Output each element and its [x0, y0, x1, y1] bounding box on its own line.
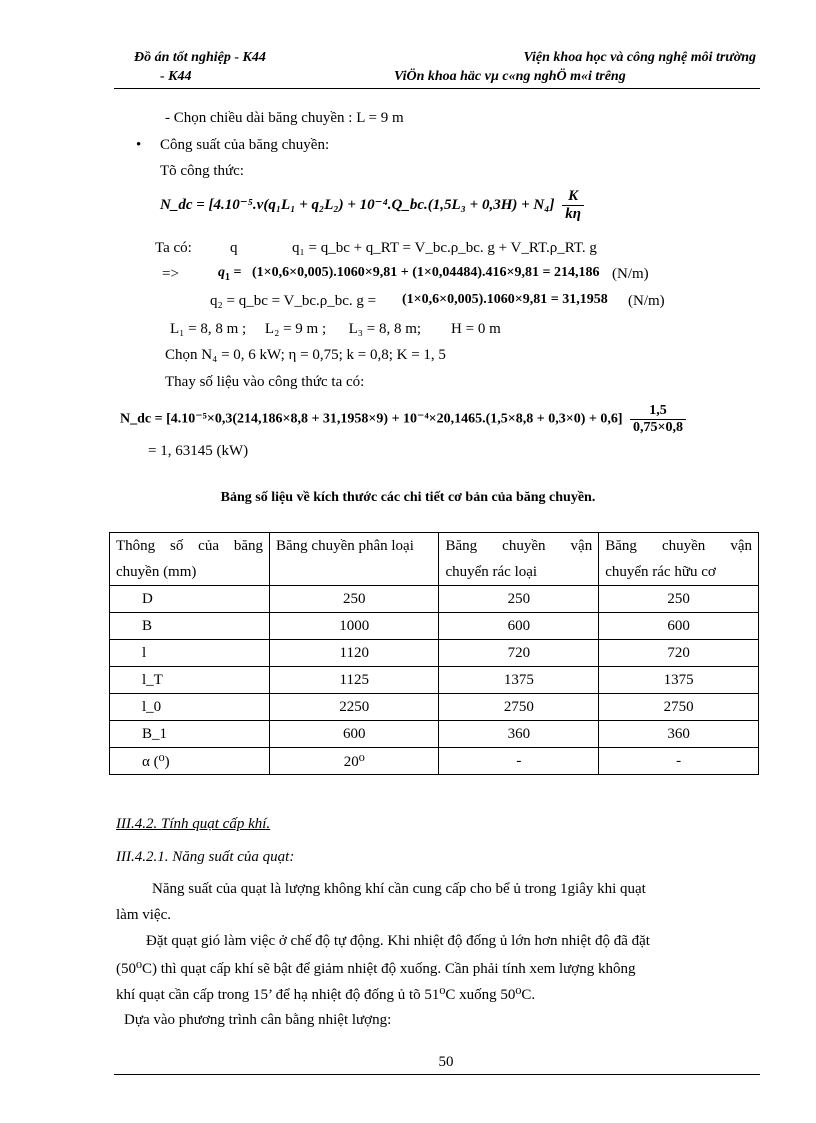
- para2-line1: Đặt quạt gió làm việc ở chế độ tự động. Khi nhiệt độ đống ủ lớn hơn nhiệt độ đã đặt: [146, 933, 650, 949]
- table-header-cell: Băng chuyền phân loại: [270, 533, 439, 586]
- table-cell: 20⁰: [270, 748, 439, 775]
- table-cell: 2750: [439, 694, 599, 721]
- section-heading: III.4.2. Tính quạt cấp khí.: [116, 816, 271, 832]
- taco-q: q: [230, 240, 238, 256]
- table-cell: 1375: [599, 667, 759, 694]
- formula-power: [160, 188, 584, 223]
- spec-table: [109, 532, 759, 775]
- length-line: - Chọn chiều dài băng chuyền : L = 9 m: [165, 110, 404, 126]
- table-cell: 1000: [270, 613, 439, 640]
- table-cell: l_T: [110, 667, 270, 694]
- formula-substituted-fraction: [630, 403, 686, 436]
- table-cell: 2750: [599, 694, 759, 721]
- table-cell: 720: [599, 640, 759, 667]
- formula-substituted: [120, 403, 686, 436]
- result-line: = 1, 63145 (kW): [148, 443, 249, 459]
- table-cell: 1120: [270, 640, 439, 667]
- bullet-dot: •: [136, 137, 142, 153]
- table-cell: 600: [439, 613, 599, 640]
- table-cell: 2250: [270, 694, 439, 721]
- header-left-subtitle: - K44: [160, 69, 192, 84]
- para3: Dựa vào phương trình cân bằng nhiệt lượng:: [124, 1012, 392, 1028]
- q1-calculation: (1×0,6×0,005).1060×9,81 + (1×0,04484).416×9,81 = 214,186: [252, 265, 600, 280]
- para1-line2: làm việc.: [116, 907, 171, 923]
- table-cell: 250: [599, 586, 759, 613]
- table-cell: l: [110, 640, 270, 667]
- arrow-symbol: =>: [162, 266, 179, 282]
- section-subheading: III.4.2.1. Năng suất của quạt:: [116, 849, 295, 865]
- header-left-title: Đồ án tốt nghiệp - K44: [134, 50, 266, 65]
- header-right-title: Viện khoa học và công nghệ môi trường: [523, 50, 756, 65]
- l-values: L₁ = 8, 8 m ; L₂ = 9 m ; L₃ = 8, 8 m; H = 0 m: [170, 321, 501, 337]
- table-header-cell: Thông số của băng chuyền (mm): [110, 533, 270, 586]
- table-cell: -: [439, 748, 599, 775]
- table-row: [110, 586, 759, 613]
- table-cell: 250: [270, 586, 439, 613]
- table-cell: 600: [270, 721, 439, 748]
- power-title: Công suất của băng chuyền:: [160, 137, 330, 153]
- table-cell: -: [599, 748, 759, 775]
- table-row: [110, 748, 759, 775]
- table-row: [110, 613, 759, 640]
- table-cell: l_0: [110, 694, 270, 721]
- footer-rule: [114, 1074, 760, 1075]
- table-header-row: [110, 533, 759, 586]
- page-number: 50: [438, 1054, 454, 1070]
- table-cell: 600: [599, 613, 759, 640]
- q2-calculation: (1×0,6×0,005).1060×9,81 = 31,1958: [402, 292, 608, 307]
- from-formula-label: Tõ công thức:: [160, 163, 244, 179]
- q2-unit: (N/m): [628, 293, 665, 309]
- table-row: [110, 721, 759, 748]
- para2-line2: (50⁰C) thì quạt cấp khí sẽ bật để giảm nhiệt độ xuống. Cần phải tính xem lượng không: [116, 961, 636, 977]
- formula-substituted-body: N_dc = [4.10⁻⁵×0,3(214,186×8,8 + 31,1958×9) + 10⁻⁴×20,1465.(1,5×8,8 + 0,3×0) + 0,6]: [120, 411, 623, 427]
- table-header-cell: Băng chuyền vận chuyển rác loại: [439, 533, 599, 586]
- table-row: [110, 640, 759, 667]
- substitute-line: Thay số liệu vào công thức ta có:: [165, 374, 365, 390]
- table-row: [110, 694, 759, 721]
- formula-power-num: K: [562, 188, 584, 206]
- table-title: Bảng số liệu về kích thước các chi tiết cơ bản của băng chuyền.: [220, 490, 596, 505]
- table-cell: 250: [439, 586, 599, 613]
- table-header-cell: Băng chuyền vận chuyển rác hữu cơ: [599, 533, 759, 586]
- table-row: [110, 667, 759, 694]
- q2-prefix: q₂ = q_bc = V_bc.ρ_bc. g =: [210, 293, 377, 309]
- table-cell: 360: [599, 721, 759, 748]
- table-cell: B_1: [110, 721, 270, 748]
- para2-line3: khí quạt cần cấp trong 15’ để hạ nhiệt độ đống ủ tõ 51⁰C xuống 50⁰C.: [116, 987, 536, 1003]
- table-cell: α (⁰): [110, 748, 270, 775]
- table-cell: 1375: [439, 667, 599, 694]
- q1-unit: (N/m): [612, 266, 649, 282]
- formula-power-body: N_dc = [4.10⁻⁵.v(q₁L₁ + q₂L₂) + 10⁻⁴.Q_bc.(1,5L₃ + 0,3H) + N₄]: [160, 196, 555, 213]
- q1-label: $q_1$ =: [218, 265, 242, 283]
- formula-power-den: kη: [565, 206, 581, 222]
- header-rule: [114, 88, 760, 89]
- table-cell: 360: [439, 721, 599, 748]
- para1-line1: Năng suất của quạt là lượng không khí cần cung cấp cho bể ủ trong 1giây khi quạt: [152, 881, 646, 897]
- choose-line: Chọn N₄ = 0, 6 kW; η = 0,75; k = 0,8; K = 1, 5: [165, 347, 446, 363]
- formula-power-fraction: [562, 188, 584, 223]
- taco-equation: q₁ = q_bc + q_RT = V_bc.ρ_bc. g + V_RT.ρ_RT. g: [292, 240, 597, 256]
- table-cell: 720: [439, 640, 599, 667]
- header-right-subtitle: ViÖn khoa häc vµ c«ng nghÖ m«i trêng: [394, 69, 626, 84]
- formula-substituted-num: 1,5: [630, 403, 686, 420]
- formula-substituted-den: 0,75×0,8: [633, 420, 683, 435]
- taco-label: Ta có:: [155, 240, 192, 256]
- table-cell: B: [110, 613, 270, 640]
- table-cell: D: [110, 586, 270, 613]
- table-cell: 1125: [270, 667, 439, 694]
